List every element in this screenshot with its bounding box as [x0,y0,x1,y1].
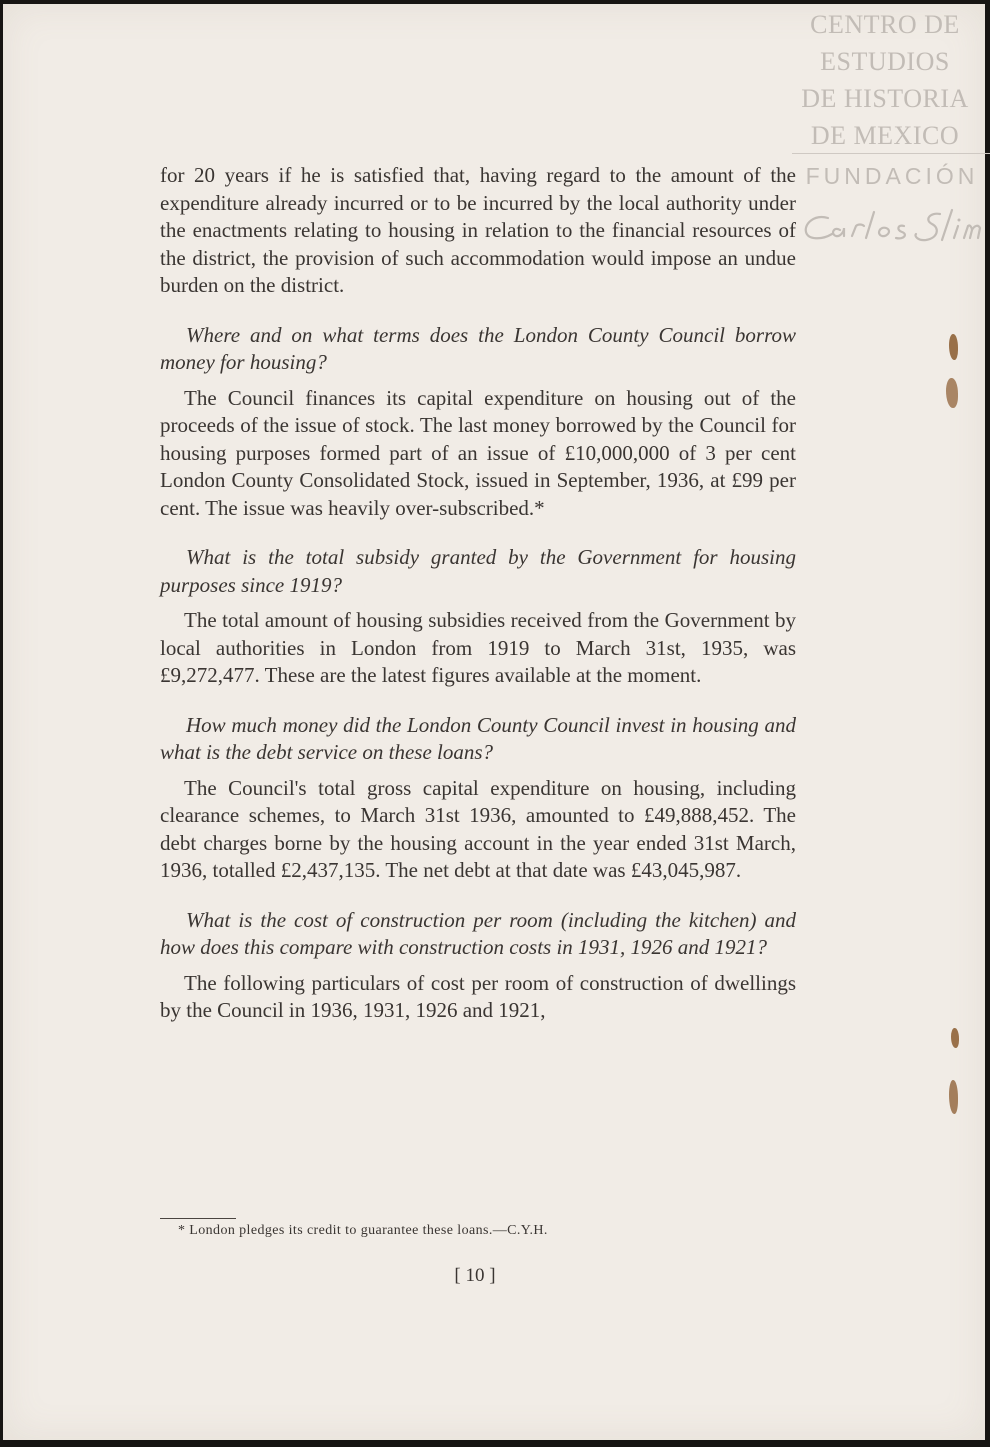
answer-paragraph-2: The total amount of housing subsidies received from the Government by local authorities in London from 1919 to March 31st, 1935, was £9,272,477. These are the latest figures available at the moment. [160,608,796,687]
main-text [160,162,796,1025]
footnote: * London pledges its credit to guarantee these loans.—C.Y.H. [178,1223,548,1238]
answer-paragraph-1: The Council finances its capital expenditure on housing out of the proceeds of the issue of stock. The last money borrowed by the Council for housing purposes formed part of an issue of £10,000,000 of 3 per cent London County Consolidated Stock, issued in September, 1936, at £99 per cent. The issue was heavily over-subscribed.* [160,385,796,520]
paper-stain-4 [949,1080,958,1114]
watermark-foundation: FUNDACIÓN [805,163,979,189]
paper-stain-3 [951,1028,959,1048]
answer-paragraph-3: The Council's total gross capital expenditure on housing, including clearance schemes, to March 31st 1936, amounted to £49,888,452. The debt charges borne by the housing account in the year ended 31st March, 1936, totalled £2,437,135. The net debt at that date was £43,045,987. [160,775,796,882]
question-heading-1: Where and on what terms does the London County Council borrow money for housing? [160,322,796,374]
paper-stain-1 [949,334,958,360]
paper-stain-2 [946,378,958,408]
answer-paragraph-4: The following particulars of cost per room of construction of dwellings by the Council in 1936, 1931, 1926 and 1921, [160,970,796,1022]
watermark-divider [792,153,990,154]
question-heading-3: How much money did the London County Council invest in housing and what is the debt service on these loans? [160,712,796,764]
watermark-line-4: DE MEXICO [810,121,960,150]
signature-watermark-icon [800,206,986,252]
question-heading-4: What is the cost of construction per room (including the kitchen) and how does this compare with construction costs in 1931, 1926 and 1921? [160,907,796,959]
archive-watermark [780,6,990,154]
question-heading-2: What is the total subsidy granted by the Government for housing purposes since 1919? [160,545,796,597]
watermark-line-3: DE HISTORIA [801,84,969,113]
page-number: [ 10 ] [454,1265,496,1286]
paragraph-continuation: for 20 years if he is satisfied that, having regard to the amount of the expenditure already incurred or to be incurred by the local authority under the enactments relating to housing in relation to the financial resources of the district, the provision of such accommodation would impose an undue burden on the district. [160,163,796,297]
watermark-line-1: CENTRO DE [810,10,960,39]
watermark-line-2: ESTUDIOS [820,47,950,76]
footnote-rule [160,1218,236,1219]
